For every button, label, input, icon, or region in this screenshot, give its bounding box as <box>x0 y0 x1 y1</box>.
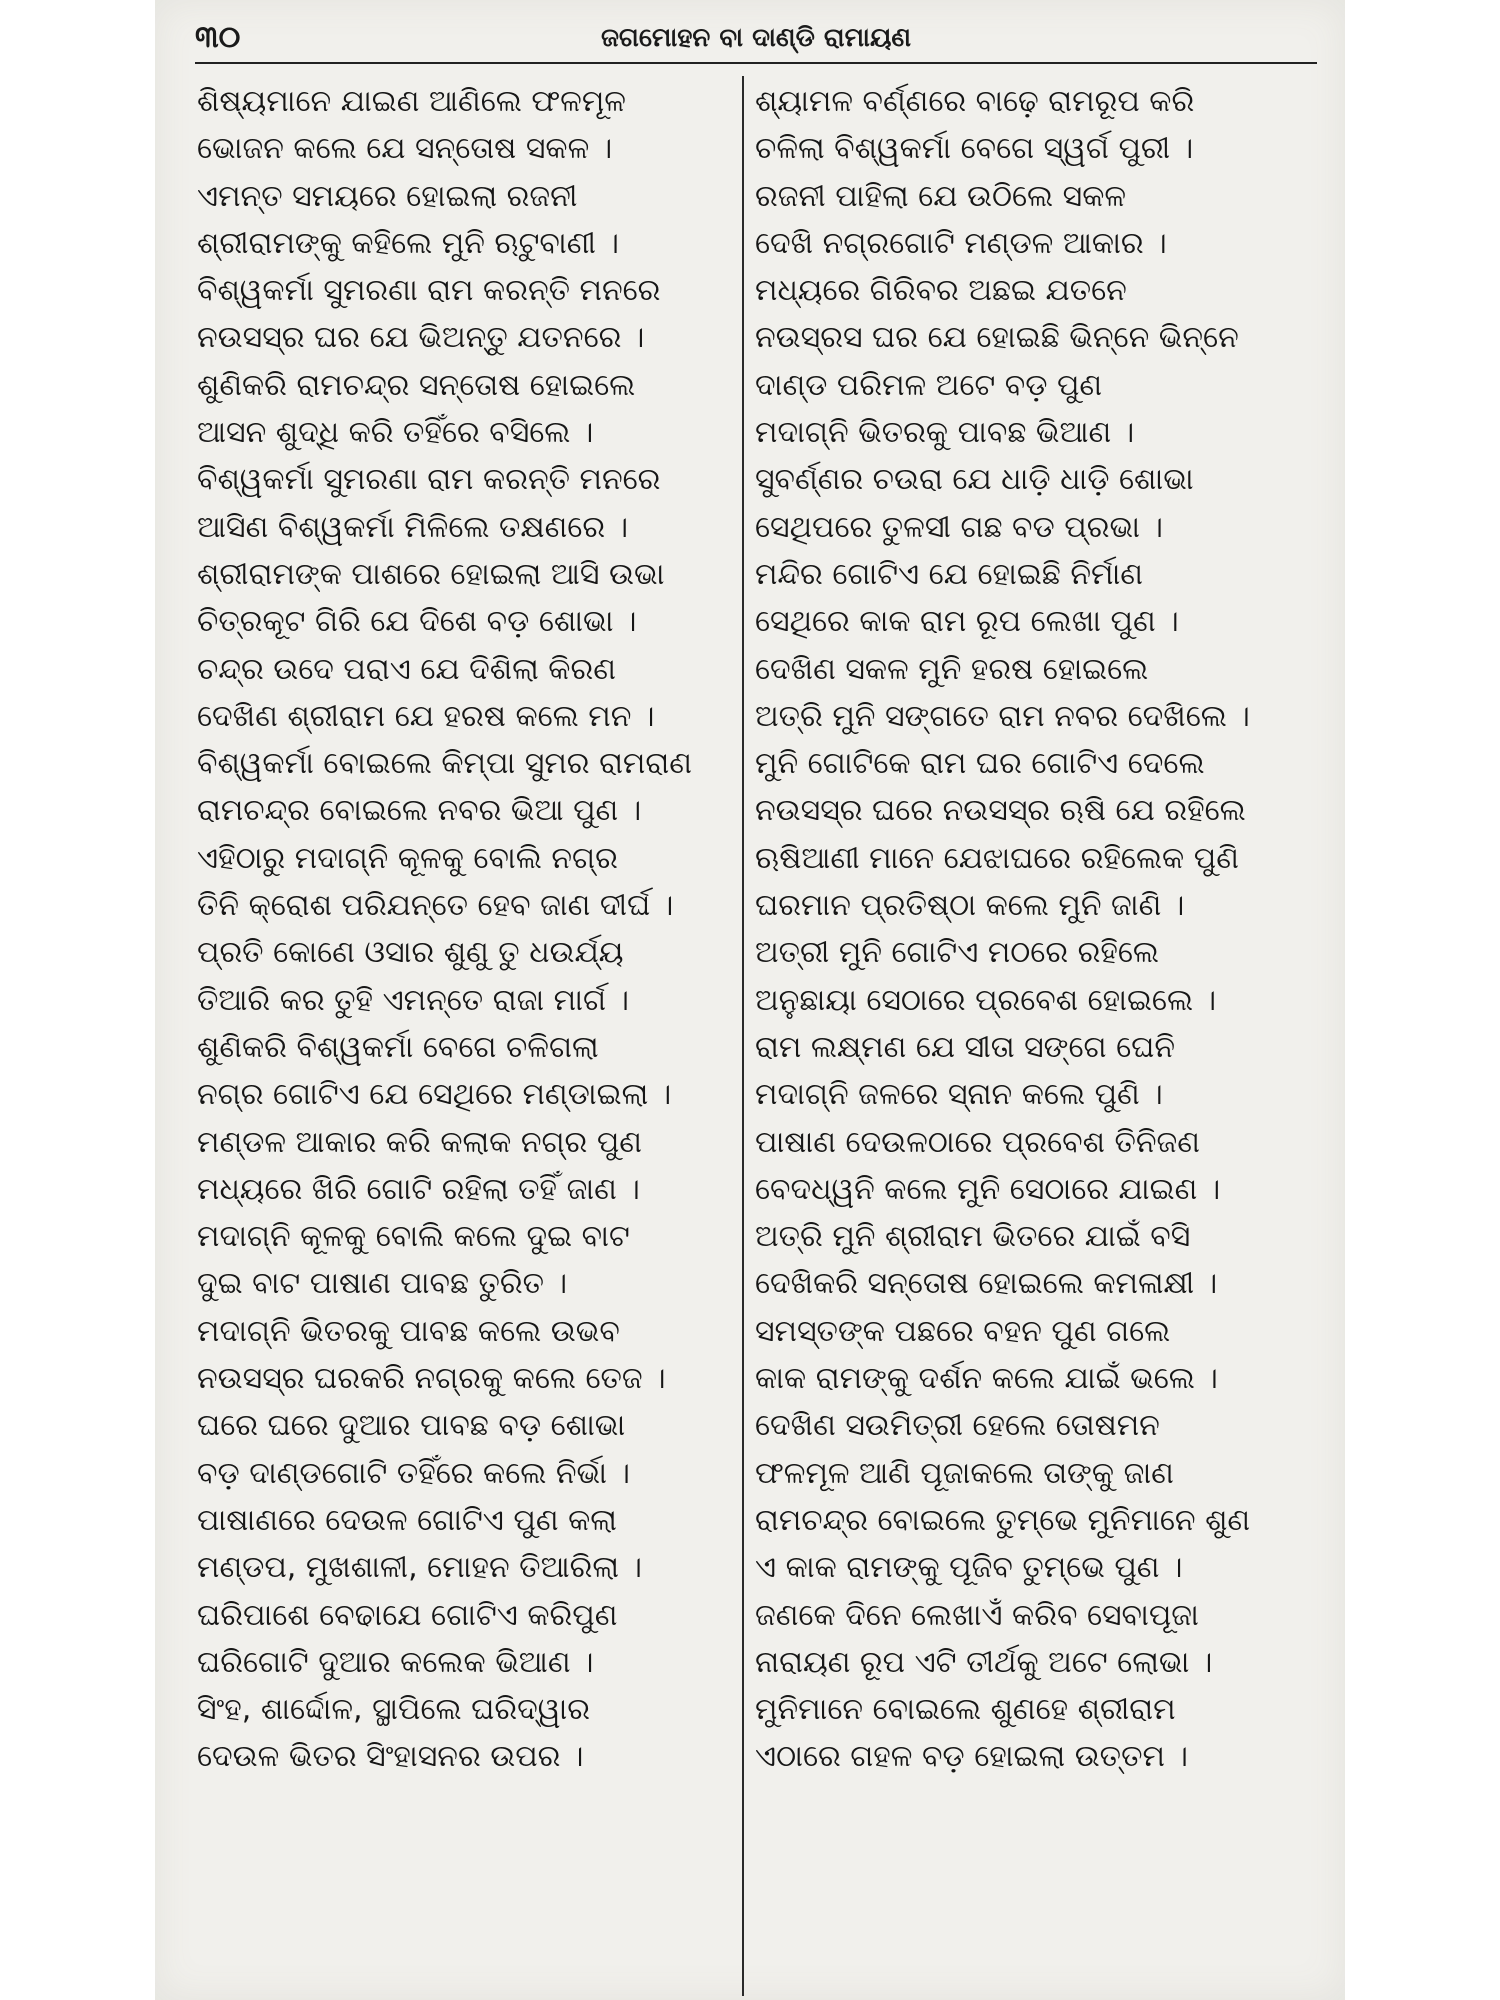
verse-line: ଫଳମୂଳ ଆଣି ପୂଜାକଲେ ତାଙ୍କୁ ଜାଣ <box>755 1455 1174 1491</box>
verse-line: ମଣ୍ଡପ, ମୁଖଶାଳୀ, ମୋହନ ତିଆରିଲା । <box>197 1550 643 1586</box>
verse-line: ପାଷାଣ ଦେଉଳଠାରେ ପ୍ରବେଶ ତିନିଜଣ <box>755 1124 1200 1160</box>
verse-line: ଏଠାରେ ଗହଳ ବଡ଼ ହୋଇଲା ଉତ୍ତମ । <box>755 1739 1188 1775</box>
verse-line: ପାଷାଣରେ ଦେଉଳ ଗୋଟିଏ ପୁଣ କଲା <box>197 1502 617 1538</box>
verse-line: ନଉସସ୍ର ଘର ଯେ ଭିଅନ୍ତୁ ଯତନରେ । <box>197 320 645 356</box>
verse-line: ଦେଖିଣ ସଉମିତ୍ରୀ ହେଲେ ତୋଷମନ <box>755 1408 1160 1444</box>
verse-line: ଜଣକେ ଦିନେ ଲେଖାଏଁ କରିବ ସେବାପୂଜା <box>755 1597 1199 1633</box>
verse-line: ରଜନୀ ପାହିଲା ଯେ ଉଠିଲେ ସକଳ <box>755 178 1127 214</box>
book-page <box>155 0 1345 2000</box>
verse-line: ନଗ୍ର ଗୋଟିଏ ଯେ ସେଥିରେ ମଣ୍ଡାଇଲା । <box>197 1077 672 1113</box>
verse-line: ସେଥିରେ କାକ ରାମ ରୂପ ଲେଖା ପୁଣ । <box>755 604 1179 640</box>
verse-line: ଦାଣ୍ଡ ପରିମଳ ଅଟେ ବଡ଼ ପୁଣ <box>755 367 1103 403</box>
verse-line: ଦୁଇ ବାଟ ପାଷାଣ ପାବଛ ତୁରିତ । <box>197 1266 568 1302</box>
verse-line: ନାରାୟଣ ରୂପ ଏଟି ତୀର୍ଥକୁ ଅଟେ ଲୋଭା । <box>755 1644 1213 1680</box>
verse-line: କାକ ରାମଙ୍କୁ ଦର୍ଶନ କଲେ ଯାଇଁ ଭଲେ । <box>755 1361 1218 1397</box>
verse-line: ଶିଷ୍ୟମାନେ ଯାଇଣ ଆଣିଲେ ଫଳମୂଳ <box>197 84 626 119</box>
verse-line: ମଧ୍ୟରେ ଖିରି ଗୋଟି ରହିଲା ତହିଁ ଜାଣ । <box>197 1171 640 1207</box>
verse-line: ମନ୍ଦିର ଗୋଟିଏ ଯେ ହୋଇଛି ନିର୍ମାଣ <box>755 556 1143 592</box>
verse-line: ଶୁଣିକରି ବିଶ୍ୱକର୍ମା ବେଗେ ଚଳିଗଲା <box>197 1029 599 1065</box>
verse-line: ଅତ୍ରି ମୁନି ସଙ୍ଗତେ ରାମ ନବର ଦେଖିଲେ । <box>755 698 1250 734</box>
verse-line: ଘରେ ଘରେ ଦୁଆର ପାବଛ ବଡ଼ ଶୋଭା <box>197 1408 626 1444</box>
verse-line: ଦେଖି ନଗ୍ରଗୋଟି ମଣ୍ଡଳ ଆକାର । <box>755 225 1167 261</box>
verse-line: ମଦାଗ୍ନି କୂଳକୁ ବୋଲି କଲେ ଦୁଇ ବାଟ <box>197 1219 630 1255</box>
verse-line: ସେଥିପରେ ତୁଳସୀ ଗଛ ବଡ ପ୍ରଭା । <box>755 509 1163 545</box>
book-title: ଜଗମୋହନ ବା ଦାଣ୍ଡି ରାମାୟଣ <box>600 23 912 53</box>
verse-line: ସମସ୍ତଙ୍କ ପଛରେ ବହନ ପୁଣ ଗଲେ <box>755 1313 1171 1349</box>
verse-line: ଶ୍ରୀରାମଙ୍କୁ କହିଲେ ମୁନି ଋଟୁବାଣୀ । <box>197 225 619 261</box>
verse-line: ନଉସସ୍ର ଘରକରି ନଗ୍ରକୁ କଲେ ତେଜ । <box>197 1361 666 1397</box>
verse-line: ବେଦଧ୍ୱନି କଲେ ମୁନି ସେଠାରେ ଯାଇଣ । <box>755 1171 1221 1207</box>
verse-line: ମୁନି ଗୋଟିକେ ରାମ ଘର ଗୋଟିଏ ଦେଲେ <box>755 746 1205 782</box>
verse-line: ଏହିଠାରୁ ମଦାଗ୍ନି କୂଳକୁ ବୋଲି ନଗ୍ର <box>197 840 618 876</box>
page-header <box>195 18 1317 64</box>
page-number: ୩୦ <box>195 20 241 55</box>
verse-line: ମଦାଗ୍ନି ଭିତରକୁ ପାବଛ ଭିଆଣ । <box>755 415 1135 451</box>
verse-line: ଋଷିଆଣୀ ମାନେ ଯେଝାଘରେ ରହିଲେକ ପୁଣି <box>755 840 1239 876</box>
verse-line: ଚିତ୍ରକୂଟ ଗିରି ଯେ ଦିଶେ ବଡ଼ ଶୋଭା । <box>197 604 637 640</box>
verse-line: ଆସନ ଶୁଦ୍ଧି କରି ତହିଁରେ ବସିଲେ । <box>197 415 594 451</box>
verse-line: ଘରିଗୋଟି ଦୁଆର କଲେକ ଭିଆଣ । <box>197 1644 594 1680</box>
verse-line: ଦେଖିକରି ସନ୍ତୋଷ ହୋଇଲେ କମଳାକ୍ଷୀ । <box>755 1266 1218 1302</box>
verse-line: ନଉସ୍ରସ ଘର ଯେ ହୋଇଛି ଭିନ୍ନେ ଭିନ୍ନେ <box>755 320 1239 356</box>
verse-line: ମୁନିମାନେ ବୋଇଲେ ଶୁଣହେ ଶ୍ରୀରାମ <box>755 1692 1176 1728</box>
column-divider <box>742 76 744 1996</box>
verse-line: ବିଶ୍ୱକର୍ମା ସୁମରଣା ରାମ କରନ୍ତି ମନରେ <box>197 273 661 309</box>
verse-line: ପ୍ରତି କୋଣେ ଓସାର ଶୁଣୁ ତୁ ଧଉର୍ଯ୍ୟ <box>197 935 624 971</box>
verse-line: ବିଶ୍ୱକର୍ମା ବୋଇଲେ କିମ୍ପା ସୁମର ରାମରାଣ <box>197 746 692 782</box>
verse-line: ବିଶ୍ୱକର୍ମା ସୁମରଣା ରାମ କରନ୍ତି ମନରେ <box>197 462 661 498</box>
verse-line: ଘରମାନ ପ୍ରତିଷ୍ଠା କଲେ ମୁନି ଜାଣି । <box>755 888 1185 924</box>
verse-line: ମଧ୍ୟରେ ଗିରିବର ଅଛଇ ଯତନେ <box>755 273 1127 309</box>
verse-line: ଶ୍ରୀରାମଙ୍କ ପାଶରେ ହୋଇଲା ଆସି ଉଭା <box>197 556 665 592</box>
verse-line: ଏ କାକ ରାମଙ୍କୁ ପୂଜିବ ତୁମ୍ଭେ ପୁଣ । <box>755 1550 1183 1586</box>
verse-line: ତିଆରି କର ତୁହି ଏମନ୍ତେ ରାଜା ମାର୍ଗ । <box>197 982 630 1018</box>
verse-line: ଅତ୍ରି ମୁନି ଶ୍ରୀରାମ ଭିତରେ ଯାଇଁ ବସି <box>755 1219 1191 1255</box>
verse-line: ଏମନ୍ତ ସମୟରେ ହୋଇଲା ରଜନୀ <box>197 178 578 214</box>
verse-line: ଅନୁଛାୟା ସେଠାରେ ପ୍ରବେଶ ହୋଇଲେ । <box>755 982 1217 1018</box>
verse-line: ଚନ୍ଦ୍ର ଉଦେ ପରାଏ ଯେ ଦିଶିଲା କିରଣ <box>197 651 616 687</box>
verse-line: ଘରିପାଶେ ବେଢାଯେ ଗୋଟିଏ କରିପୁଣ <box>197 1597 618 1633</box>
right-column <box>755 78 1295 1781</box>
verse-line: ଶୁଣିକରି ରାମଚନ୍ଦ୍ର ସନ୍ତୋଷ ହୋଇଲେ <box>197 367 636 403</box>
verse-line: ଭୋଜନ କଲେ ଯେ ସନ୍ତୋଷ ସକଳ । <box>197 131 613 167</box>
verse-line: ରାମଚନ୍ଦ୍ର ବୋଇଲେ ତୁମ୍ଭେ ମୁନିମାନେ ଶୁଣ <box>755 1502 1251 1538</box>
verse-line: ସିଂହ, ଶାର୍ଦ୍ଦୋଳ, ସ୍ଥାପିଲେ ଘରିଦ୍ୱାର <box>197 1692 590 1728</box>
verse-line: ଦେଖିଣ ଶ୍ରୀରାମ ଯେ ହରଷ କଲେ ମନ । <box>197 698 655 734</box>
verse-line: ବଡ଼ ଦାଣ୍ଡଗୋଟି ତହିଁରେ କଲେ ନିର୍ଭା । <box>197 1455 631 1491</box>
verse-line: ମଦାଗ୍ନି ଭିତରକୁ ପାବଛ କଲେ ଉଭବ <box>197 1313 620 1349</box>
verse-line: ତିନି କ୍ରୋଶ ପରିଯନ୍ତେ ହେବ ଜାଣ ଦୀର୍ଘ । <box>197 888 674 924</box>
verse-line: ମଣ୍ଡଳ ଆକାର କରି କଲାକ ନଗ୍ର ପୁଣ <box>197 1124 642 1160</box>
verse-line: ରାମ ଲକ୍ଷ୍ମଣ ଯେ ସୀତା ସଙ୍ଗେ ଘେନି <box>755 1029 1176 1065</box>
verse-line: ଦେଖିଣ ସକଳ ମୁନି ହରଷ ହୋଇଲେ <box>755 651 1149 687</box>
verse-line: ଅତ୍ରୀ ମୁନି ଗୋଟିଏ ମଠରେ ରହିଲେ <box>755 935 1159 971</box>
verse-line: ଆସିଣ ବିଶ୍ୱକର୍ମା ମିଳିଲେ ତକ୍ଷଣରେ । <box>197 509 629 545</box>
verse-line: ରାମଚନ୍ଦ୍ର ବୋଇଲେ ନବର ଭିଆ ପୁଣ । <box>197 793 642 829</box>
left-column <box>197 78 737 1781</box>
verse-line: ଚଳିଲା ବିଶ୍ୱକର୍ମା ବେଗେ ସ୍ୱର୍ଗ ପୁରୀ । <box>755 131 1194 167</box>
verse-line: ମଦାଗ୍ନି ଜଳରେ ସ୍ନାନ କଲେ ପୁଣି । <box>755 1077 1163 1113</box>
verse-line: ସୁବର୍ଣ୍ଣର ଚଉରା ଯେ ଧାଡ଼ି ଧାଡ଼ି ଶୋଭା <box>755 462 1194 498</box>
verse-line: ଦେଉଳ ଭିତର ସିଂହାସନର ଉପର । <box>197 1739 584 1775</box>
verse-line: ଶ୍ୟାମଳ ବର୍ଣ୍ଣରେ ବାଢ଼େ ରାମରୂପ କରି <box>755 84 1195 119</box>
verse-line: ନଉସସ୍ର ଘରେ ନଉସସ୍ର ଋଷି ଯେ ରହିଲେ <box>755 793 1246 829</box>
